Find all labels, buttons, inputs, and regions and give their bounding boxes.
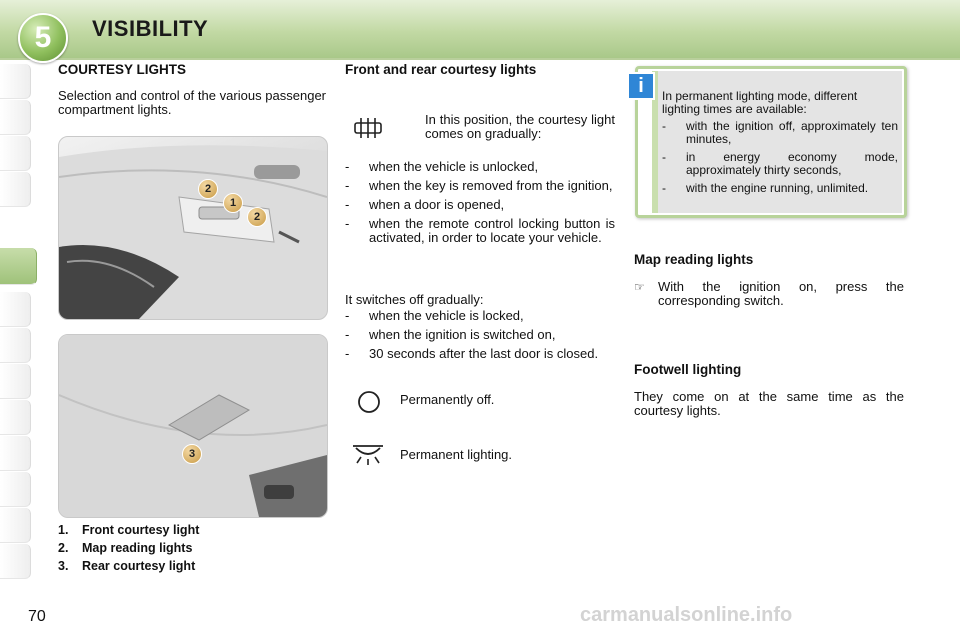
- chapter-tab[interactable]: [0, 100, 31, 135]
- chapter-tab[interactable]: [0, 136, 31, 171]
- list-item: - when the vehicle is unlocked,: [345, 160, 615, 174]
- front-rear-section: [345, 62, 617, 77]
- list-item: - when a door is opened,: [345, 198, 615, 212]
- header-bar: [0, 0, 960, 60]
- list-item: - with the ignition off, approximately ten minutes,: [662, 120, 898, 146]
- info-list: [662, 120, 898, 195]
- page-number: 70: [28, 608, 46, 625]
- callout-2: 2: [247, 207, 267, 227]
- list-item: - 30 seconds after the last door is closed.: [345, 347, 615, 361]
- chapter-tab[interactable]: [0, 544, 31, 579]
- chapter-tab-active[interactable]: [0, 248, 37, 285]
- rear-light-photo: [58, 334, 328, 518]
- list-item: - when the vehicle is locked,: [345, 309, 615, 323]
- info-intro: In permanent lighting mode, different lighting times are available:: [662, 89, 858, 116]
- map-reading-text: With the ignition on, press the corresponding switch.: [658, 279, 904, 308]
- section-heading: Front and rear courtesy lights: [345, 62, 537, 77]
- list-item: - when the key is removed from the ignition,: [345, 179, 615, 193]
- page-title: VISIBILITY: [92, 16, 209, 41]
- chapter-tab[interactable]: [0, 508, 31, 543]
- chapter-tab[interactable]: [0, 292, 31, 327]
- section-heading: Map reading lights: [634, 252, 754, 267]
- chapter-tab[interactable]: [0, 400, 31, 435]
- pointing-hand-icon: ☞: [634, 280, 645, 294]
- door-position-text: In this position, the courtesy light comes on gradually:: [425, 112, 615, 141]
- info-icon: i: [627, 72, 655, 100]
- courtesy-lights-section: [58, 62, 326, 117]
- list-item: - with the engine running, unlimited.: [662, 182, 898, 195]
- footwell-section: [634, 362, 904, 418]
- callout-3: 3: [182, 444, 202, 464]
- off-conditions-list: [345, 309, 615, 366]
- legend: [58, 523, 199, 577]
- map-reading-section: [634, 252, 904, 308]
- section-heading: Footwell lighting: [634, 362, 742, 377]
- front-lights-illustration: [59, 137, 327, 319]
- chapter-tab[interactable]: [0, 172, 31, 207]
- chapter-tab[interactable]: [0, 64, 31, 99]
- watermark: carmanualsonline.info: [580, 604, 793, 626]
- chapter-tab[interactable]: [0, 436, 31, 471]
- permanent-light-icon: [350, 440, 386, 468]
- map-reading-instruction: [634, 280, 904, 308]
- section-number-badge: 5: [18, 13, 68, 63]
- section-heading: COURTESY LIGHTS: [58, 62, 187, 77]
- permanent-lighting-text: Permanent lighting.: [400, 447, 513, 462]
- chapter-tabs: [0, 64, 36, 584]
- list-item: - when the remote control locking button is activated, in order to locate your vehicle.: [345, 217, 615, 245]
- chapter-tab[interactable]: [0, 364, 31, 399]
- on-conditions-list: [345, 160, 615, 250]
- door-position-icon: [350, 114, 386, 142]
- chapter-tab[interactable]: [0, 472, 31, 507]
- callout-2: 2: [198, 179, 218, 199]
- off-intro-text: It switches off gradually:: [345, 292, 484, 307]
- info-box: [635, 66, 907, 218]
- chapter-tab[interactable]: [0, 328, 31, 363]
- legend-item: 3. Rear courtesy light: [58, 559, 196, 573]
- footwell-text: They come on at the same time as the courtesy lights.: [634, 389, 904, 418]
- front-lights-photo: [58, 136, 328, 320]
- legend-item: 2. Map reading lights: [58, 541, 193, 555]
- info-box-content: [652, 71, 902, 213]
- rear-light-illustration: [59, 335, 327, 517]
- legend-item: 1. Front courtesy light: [58, 523, 200, 537]
- list-item: - when the ignition is switched on,: [345, 328, 615, 342]
- intro-text: Selection and control of the various passenger compartment lights.: [58, 88, 326, 117]
- permanently-off-text: Permanently off.: [400, 392, 495, 407]
- callout-1: 1: [223, 193, 243, 213]
- list-item: - in energy economy mode, approximately thirty seconds,: [662, 151, 898, 177]
- light-off-icon: [356, 389, 382, 415]
